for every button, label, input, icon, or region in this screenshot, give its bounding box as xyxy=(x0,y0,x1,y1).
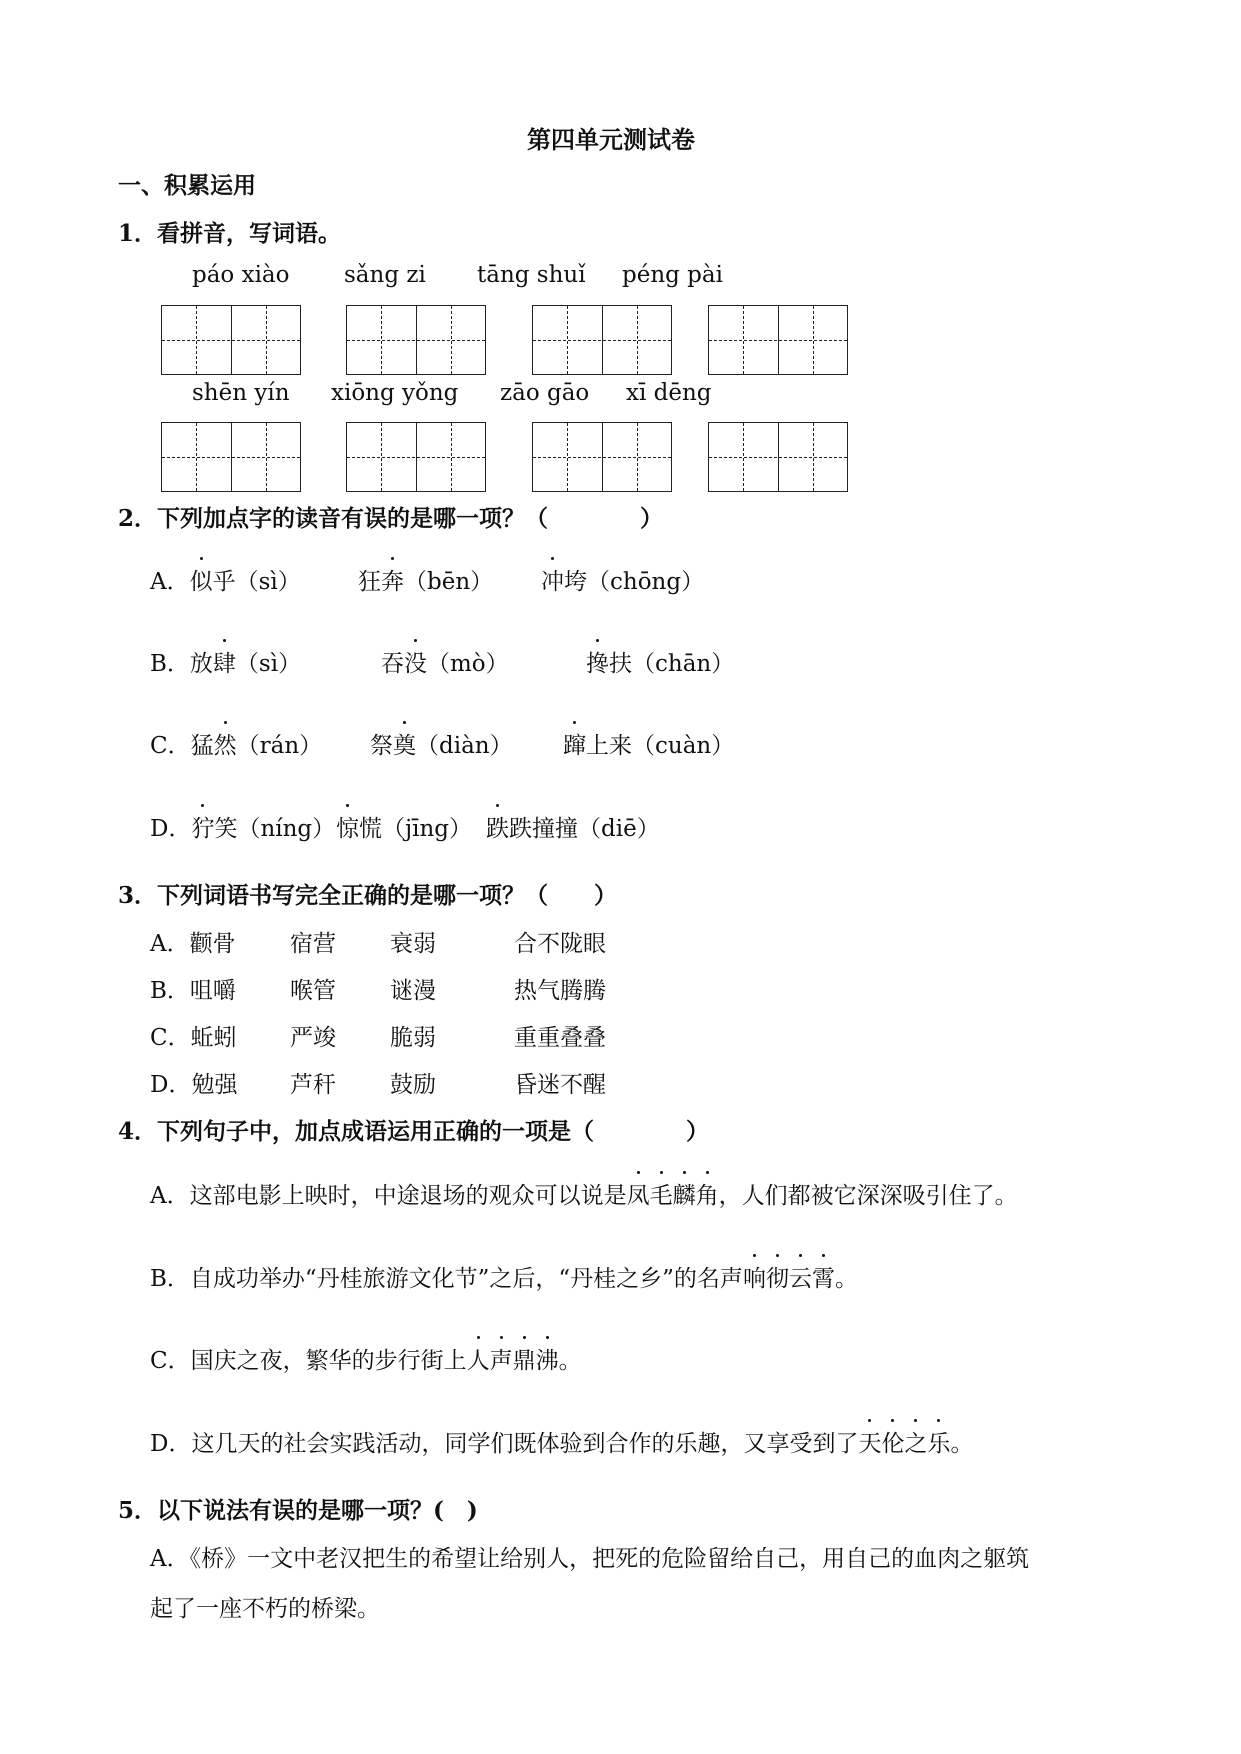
option-b-word-3: 搀扶（chān） xyxy=(586,645,734,678)
pinyin: xī dēng xyxy=(626,380,712,406)
option-c[interactable]: C．国庆之夜，繁华的步行街上人声鼎沸。 xyxy=(150,1342,582,1375)
word: 衰弱 xyxy=(390,931,436,957)
option-c-word-3: 蹿上来（cuàn） xyxy=(563,727,734,760)
option-a-word-2: 狂奔（bēn） xyxy=(358,563,493,596)
option-d-word-2: 惊慌（jīng） xyxy=(336,810,472,843)
pinyin: tāng shuǐ xyxy=(477,262,586,288)
word: 热气腾腾 xyxy=(514,978,606,1004)
word: 喉管 xyxy=(290,978,336,1004)
option-c[interactable]: C．蚯蚓 xyxy=(150,1025,237,1051)
writing-grid[interactable] xyxy=(708,422,848,492)
option-a-continued: 起了一座不朽的桥梁。 xyxy=(150,1596,380,1622)
option-a-word-3: 冲垮（chōng） xyxy=(541,563,704,596)
option-c-word-2: 祭奠（diàn） xyxy=(370,727,513,760)
section-heading: 一、积累运用 xyxy=(118,172,256,199)
pinyin: zāo gāo xyxy=(500,380,590,406)
word: 合不陇眼 xyxy=(514,931,606,957)
option-a[interactable]: A．《桥》一文中老汉把生的希望让给别人，把死的危险留给自己，用自己的血肉之躯筑 xyxy=(150,1546,1030,1572)
word: 宿营 xyxy=(290,931,336,957)
pinyin: péng pài xyxy=(622,262,723,288)
word: 重重叠叠 xyxy=(514,1025,606,1051)
word: 脆弱 xyxy=(390,1025,436,1051)
question-3-label: 3．下列词语书写完全正确的是哪一项？（ ） xyxy=(118,882,618,909)
word: 芦秆 xyxy=(290,1072,336,1098)
option-a[interactable]: A．颧骨 xyxy=(150,931,236,957)
option-d[interactable]: D．这几天的社会实践活动，同学们既体验到合作的乐趣，又享受到了天伦之乐。 xyxy=(150,1425,973,1458)
pinyin: páo xiào xyxy=(192,262,290,288)
option-b-word-2: 吞没（mò） xyxy=(381,645,509,678)
word: 严竣 xyxy=(290,1025,336,1051)
page-title: 第四单元测试卷 xyxy=(527,125,695,154)
pinyin: shēn yín xyxy=(192,380,290,406)
option-b[interactable]: B．自成功举办“丹桂旅游文化节”之后，“丹桂之乡”的名声响彻云霄。 xyxy=(150,1260,858,1293)
question-1-label: 1．看拼音，写词语。 xyxy=(118,220,342,247)
writing-grid[interactable] xyxy=(346,422,486,492)
writing-grid[interactable] xyxy=(532,422,672,492)
writing-grid[interactable] xyxy=(532,305,672,375)
option-c[interactable]: C．猛然（rán） xyxy=(150,727,322,760)
option-b[interactable]: B．放肆（sì） xyxy=(150,645,301,678)
question-5-label: 5．以下说法有误的是哪一项？( ) xyxy=(118,1497,478,1524)
writing-grid[interactable] xyxy=(708,305,848,375)
writing-grid[interactable] xyxy=(161,422,301,492)
option-a[interactable]: A．这部电影上映时，中途退场的观众可以说是凤毛麟角，人们都被它深深吸引住了。 xyxy=(150,1177,1018,1210)
question-4-label: 4．下列句子中，加点成语运用正确的一项是（ ） xyxy=(118,1118,710,1145)
word: 谜漫 xyxy=(390,978,436,1004)
word: 昏迷不醒 xyxy=(514,1072,606,1098)
writing-grid[interactable] xyxy=(161,305,301,375)
pinyin: sǎng zi xyxy=(344,262,426,288)
writing-grid[interactable] xyxy=(346,305,486,375)
option-d[interactable]: D．勉强 xyxy=(150,1072,238,1098)
option-d-word-3: 跌跌撞撞（diē） xyxy=(486,810,660,843)
question-2-label: 2．下列加点字的读音有误的是哪一项？（ ） xyxy=(118,505,664,532)
option-a[interactable]: A．似乎（sì） xyxy=(150,563,301,596)
option-d[interactable]: D．狞笑（níng） xyxy=(150,810,335,843)
pinyin: xiōng yǒng xyxy=(331,380,459,406)
word: 鼓励 xyxy=(390,1072,436,1098)
option-b[interactable]: B．咀嚼 xyxy=(150,978,236,1004)
